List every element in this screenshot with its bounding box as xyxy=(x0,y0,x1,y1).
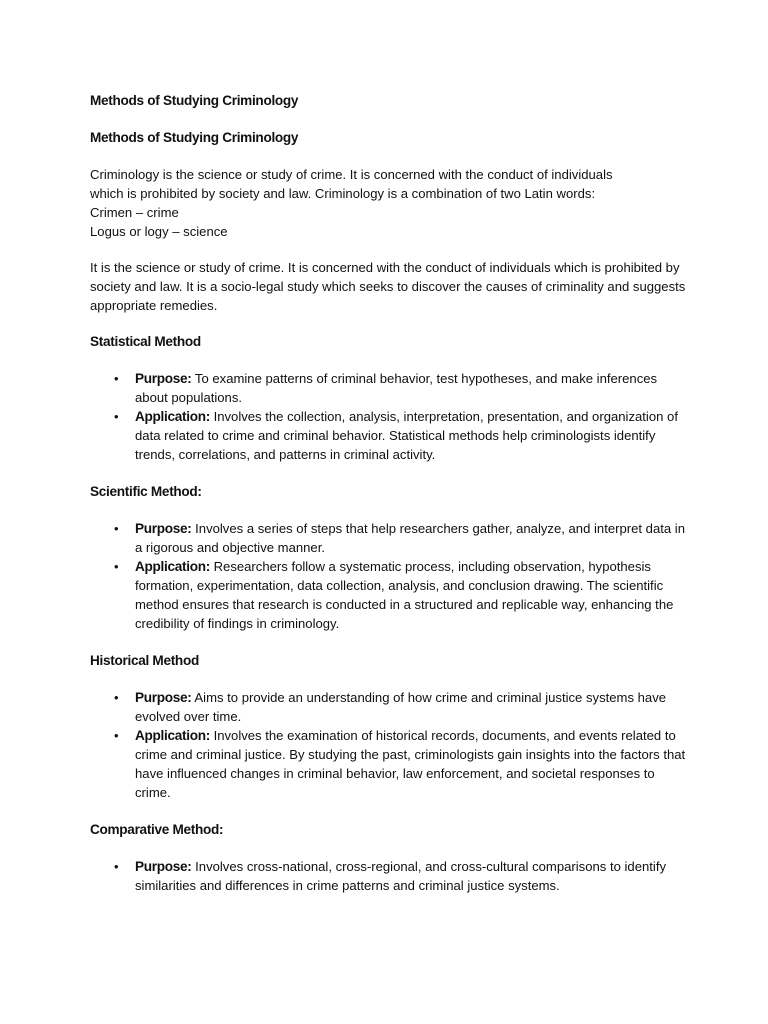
bullet-icon: • xyxy=(114,859,119,874)
item-text: Involves the examination of historical records, documents, and events related to crime and criminal justice. By studying the past, criminologists gain insights into the factors that have influenced changes in criminal behavior, law enforcement, and societal responses to crime. xyxy=(135,728,686,800)
intro-line: Crimen – crime xyxy=(90,205,179,220)
section-title-comparative: Comparative Method: xyxy=(90,822,224,837)
intro-paragraph xyxy=(90,165,690,241)
section-title-statistical: Statistical Method xyxy=(90,334,201,349)
section-title-scientific: Scientific Method: xyxy=(90,484,202,499)
bullet-list xyxy=(90,857,690,895)
item-text: Involves the collection, analysis, interpretation, presentation, and organization of data related to crime and criminal behavior. Statistical methods help criminologists identify trends, correlations, and patterns in criminal activity. xyxy=(135,409,678,462)
list-item xyxy=(90,557,690,633)
bullet-icon: • xyxy=(114,690,119,705)
list-item xyxy=(90,688,690,726)
bullet-icon: • xyxy=(114,409,119,424)
bullet-icon: • xyxy=(114,559,119,574)
item-label: Application: xyxy=(135,409,210,424)
definition-paragraph: It is the science or study of crime. It is concerned with the conduct of individuals which is prohibited by society and law. It is a socio-legal study which seeks to discover the causes of criminality and suggests appropriate remedies. xyxy=(90,260,686,313)
section-title-historical: Historical Method xyxy=(90,653,199,668)
item-label: Application: xyxy=(135,559,210,574)
intro-line: Logus or logy – science xyxy=(90,224,228,239)
document-page xyxy=(90,91,690,913)
item-text: Aims to provide an understanding of how crime and criminal justice systems have evolved over time. xyxy=(135,690,667,724)
item-label: Purpose: xyxy=(135,371,192,386)
item-text: To examine patterns of criminal behavior, test hypotheses, and make inferences about populations. xyxy=(135,371,658,405)
bullet-list xyxy=(90,688,690,802)
list-item xyxy=(90,369,690,407)
item-label: Application: xyxy=(135,728,210,743)
bullet-icon: • xyxy=(114,728,119,743)
item-text: Involves cross-national, cross-regional, and cross-cultural comparisons to identify similarities and differences in crime patterns and criminal justice systems. xyxy=(135,859,667,893)
item-label: Purpose: xyxy=(135,521,192,536)
bullet-icon: • xyxy=(114,371,119,386)
bullet-list xyxy=(90,519,690,633)
list-item xyxy=(90,519,690,557)
bullet-list xyxy=(90,369,690,464)
document-title: Methods of Studying Criminology xyxy=(90,93,299,108)
bullet-icon: • xyxy=(114,521,119,536)
section-heading-main: Methods of Studying Criminology xyxy=(90,130,299,145)
intro-line: Criminology is the science or study of crime. It is concerned with the conduct of individuals xyxy=(90,167,613,182)
list-item xyxy=(90,857,690,895)
list-item xyxy=(90,407,690,464)
item-label: Purpose: xyxy=(135,859,192,874)
item-text: Researchers follow a systematic process, including observation, hypothesis formation, experimentation, data collection, analysis, and conclusion drawing. The scientific method ensures that research is conducted in a structured and replicable way, enhancing the credibility of findings in criminology. xyxy=(135,559,674,631)
list-item xyxy=(90,726,690,802)
intro-line: which is prohibited by society and law. Criminology is a combination of two Latin words: xyxy=(90,186,596,201)
item-label: Purpose: xyxy=(135,690,192,705)
item-text: Involves a series of steps that help researchers gather, analyze, and interpret data in a rigorous and objective manner. xyxy=(135,521,685,555)
